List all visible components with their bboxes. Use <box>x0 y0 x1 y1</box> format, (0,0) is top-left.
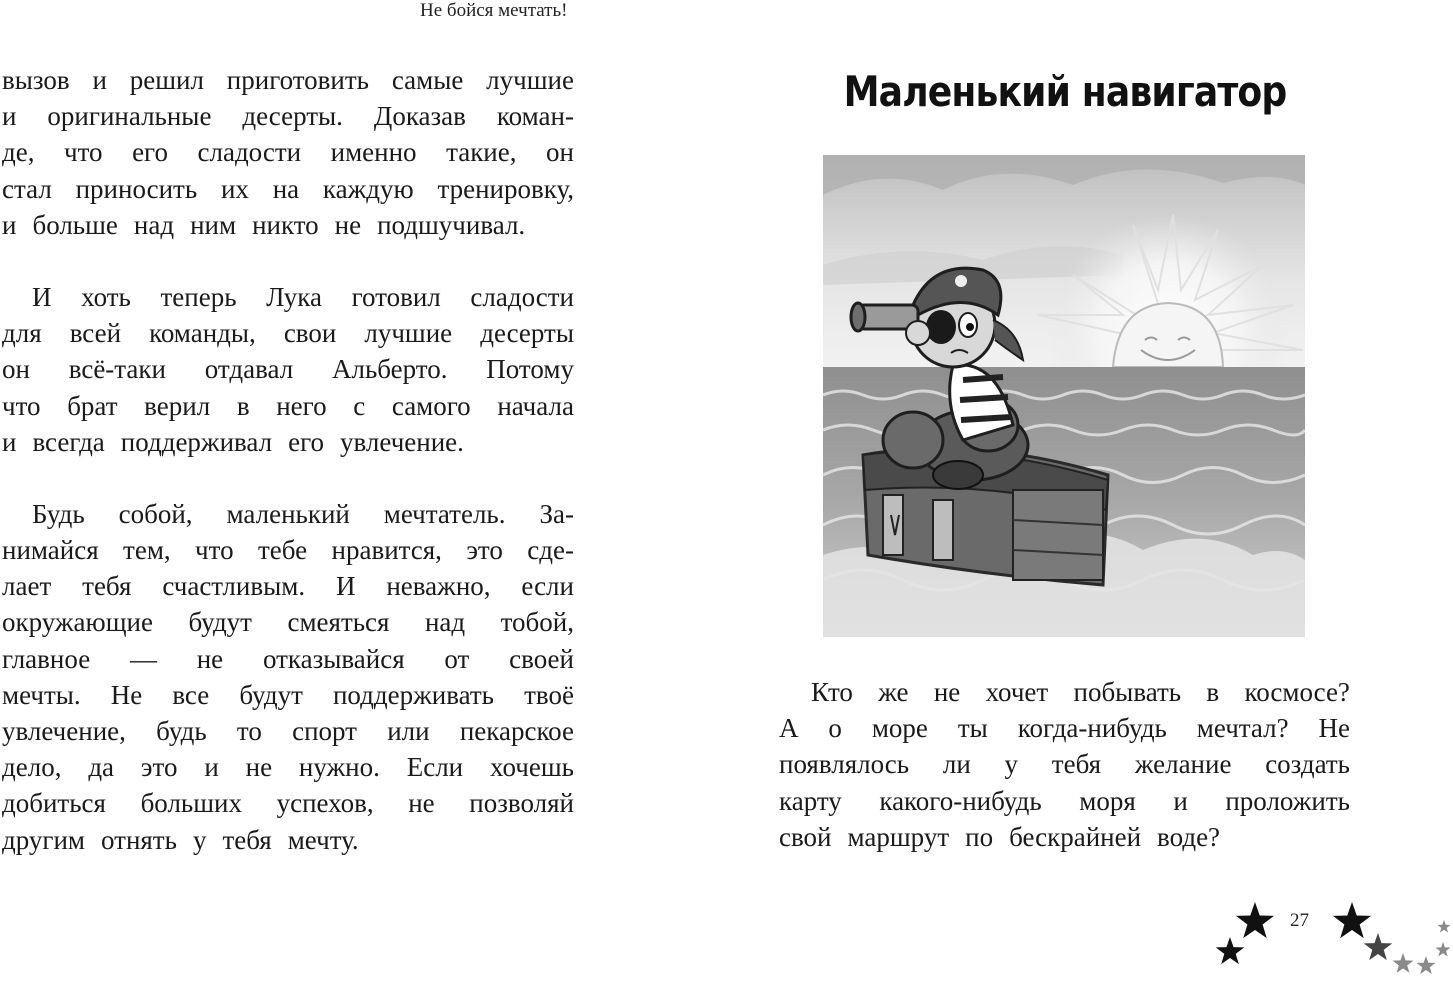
word: от <box>444 643 470 674</box>
star-icon <box>1435 942 1450 956</box>
page-number: 27 <box>1290 910 1309 931</box>
word: сладости <box>197 137 302 168</box>
word: больше <box>32 209 118 240</box>
word: над <box>133 209 175 240</box>
paragraph-1 <box>2 62 574 243</box>
running-header: Не бойся мечтать! <box>420 0 568 21</box>
word: сде- <box>527 535 574 566</box>
text-line <box>779 710 1350 746</box>
word: брат <box>67 390 118 421</box>
word: счастливым. <box>162 571 306 602</box>
word: над <box>424 607 466 638</box>
word: своей <box>509 643 574 674</box>
word: с <box>353 390 366 421</box>
star-icon <box>1416 956 1435 974</box>
text-line <box>2 279 574 315</box>
word: моря <box>1079 785 1136 816</box>
word: маленький <box>226 498 350 529</box>
chapter-title: Маленький навигатор <box>843 67 1287 116</box>
word: каждую <box>322 173 414 204</box>
word: готовил <box>351 281 441 312</box>
paragraph-2 <box>2 279 574 460</box>
word: него <box>276 390 327 421</box>
word: у <box>1004 749 1019 780</box>
word: и <box>92 65 107 95</box>
word: или <box>387 716 430 746</box>
word: пекарское <box>459 716 574 746</box>
word: лает <box>2 571 52 602</box>
word: тебя <box>82 571 132 602</box>
word: это <box>466 535 503 566</box>
word: нравится, <box>331 535 442 566</box>
word: тем, <box>123 535 171 566</box>
word: отдавал <box>204 354 294 385</box>
word: мечтатель. <box>383 498 506 529</box>
word: А <box>779 713 799 744</box>
word: больших <box>140 788 242 819</box>
word: подшучивал. <box>377 209 526 240</box>
word: какого-нибудь <box>879 785 1042 816</box>
word: на <box>272 173 300 204</box>
word: и <box>2 426 17 457</box>
word: не <box>334 209 362 240</box>
word: Альберто. <box>331 354 448 385</box>
word: тебя <box>222 824 272 855</box>
word: все <box>172 679 210 710</box>
word: космосе? <box>1244 677 1350 707</box>
word: о <box>828 713 842 744</box>
word: сладости <box>470 281 574 312</box>
word: будут <box>188 607 252 638</box>
word: для <box>2 318 42 349</box>
word: хочешь <box>490 752 574 783</box>
text-line <box>2 568 574 604</box>
star-ornament <box>1200 890 1453 976</box>
text-line <box>2 604 574 640</box>
word: побывать <box>1073 677 1182 707</box>
star-icon <box>1236 902 1274 938</box>
word: если <box>521 571 574 602</box>
star-icon <box>1364 933 1393 960</box>
word: в <box>236 390 250 421</box>
word: Доказав <box>373 101 466 132</box>
text-line <box>779 819 1350 855</box>
word: же <box>878 677 909 707</box>
word: неважно, <box>386 571 491 602</box>
word: не <box>245 752 273 783</box>
text-line <box>2 677 574 713</box>
word: никто <box>252 209 319 240</box>
left-page-text <box>2 62 574 894</box>
word: он <box>546 137 574 168</box>
word: у <box>192 824 207 855</box>
word: хоть <box>81 281 131 312</box>
word: поддерживал <box>120 426 273 457</box>
word: приносить <box>75 173 198 204</box>
star-icon <box>1333 902 1371 938</box>
word: Не <box>110 679 143 710</box>
word: именно <box>330 137 417 168</box>
word: поддерживать <box>332 679 494 710</box>
word: будут <box>239 679 303 710</box>
word: оригинальные <box>47 101 212 132</box>
word: не <box>196 643 224 674</box>
word: решил <box>129 65 204 95</box>
word: Будь <box>32 498 85 529</box>
word: то <box>236 716 262 746</box>
word: мечты. <box>2 679 81 710</box>
word: всё-таки <box>68 354 166 385</box>
word: И <box>335 571 356 602</box>
word: Потому <box>486 354 574 385</box>
word: всей <box>69 318 122 349</box>
word: де, <box>2 137 35 168</box>
word: самого <box>391 390 471 421</box>
star-icon <box>1216 937 1245 964</box>
word: тренировку, <box>437 173 574 204</box>
word: отнять <box>101 824 177 855</box>
word: лучшие <box>364 318 453 349</box>
word: что <box>2 390 41 421</box>
word: И <box>32 281 52 312</box>
word: команды, <box>149 318 256 349</box>
word: десерты. <box>242 101 343 132</box>
word: он <box>2 354 30 385</box>
word: мечтал? <box>1196 713 1289 744</box>
word: окружающие <box>2 607 153 638</box>
word: и <box>1173 785 1188 816</box>
text-line <box>2 496 574 532</box>
word: тобой, <box>500 607 574 638</box>
word: Лука <box>266 281 322 312</box>
word: хочет <box>985 677 1049 707</box>
word: маршрут <box>847 821 950 852</box>
word: стал <box>2 173 52 204</box>
word: увлечение, <box>2 716 126 746</box>
text-line <box>2 207 574 243</box>
word: другим <box>2 824 85 855</box>
text-line <box>2 641 574 677</box>
word: добиться <box>2 788 106 819</box>
star-icon <box>1437 920 1450 933</box>
word: коман- <box>496 101 574 132</box>
text-line <box>2 822 574 858</box>
word: не <box>408 788 435 819</box>
word: воде? <box>1157 821 1221 852</box>
word: дело, <box>2 752 62 783</box>
word: вызов <box>2 65 70 95</box>
text-line <box>779 746 1350 782</box>
chapter-illustration <box>823 155 1305 637</box>
pirate-at-sea-illustration <box>823 155 1305 637</box>
word: появлялось <box>779 749 910 780</box>
word: всегда <box>32 426 105 457</box>
paragraph-3 <box>2 496 574 858</box>
word: что <box>195 535 234 566</box>
text-line <box>2 351 574 387</box>
right-page-text <box>779 674 1350 855</box>
word: За- <box>539 498 574 529</box>
word: начала <box>497 390 574 421</box>
word: тебя <box>1051 749 1102 780</box>
word: Если <box>406 752 464 783</box>
word: не <box>933 677 961 707</box>
text-line <box>779 674 1350 710</box>
word: что <box>64 137 103 168</box>
word: будь <box>156 716 207 746</box>
word: по <box>965 821 994 852</box>
word: ли <box>942 749 971 780</box>
word: самые <box>391 65 464 95</box>
word: десерты <box>480 318 574 349</box>
text-line <box>2 171 574 207</box>
word: его <box>132 137 168 168</box>
word: свой <box>779 821 832 852</box>
word: твоё <box>524 679 574 710</box>
word: создать <box>1265 749 1350 780</box>
word: главное <box>2 643 91 674</box>
text-line <box>2 134 574 170</box>
word: и <box>204 752 219 783</box>
stars-icon <box>1200 890 1453 976</box>
text-line <box>2 424 574 460</box>
word: отказывайся <box>262 643 405 674</box>
word: его <box>288 426 325 457</box>
text-line <box>2 713 574 749</box>
text-line <box>2 98 574 134</box>
word: нужно. <box>298 752 380 783</box>
word: лучшие <box>486 65 574 95</box>
word: ты <box>957 713 988 744</box>
word: да <box>88 752 115 783</box>
text-line <box>2 785 574 821</box>
word: желание <box>1134 749 1232 780</box>
text-line <box>2 532 574 568</box>
word: — <box>129 643 157 674</box>
word: успехов, <box>276 788 374 819</box>
text-line <box>2 749 574 785</box>
word: смеяться <box>287 607 390 638</box>
word: собой, <box>118 498 193 529</box>
star-icon <box>1393 953 1414 973</box>
word: теперь <box>160 281 237 312</box>
word: тебе <box>257 535 308 566</box>
text-line <box>2 62 574 98</box>
word: проложить <box>1225 785 1350 816</box>
text-line <box>2 315 574 351</box>
word: свои <box>283 318 337 349</box>
word: верил <box>144 390 211 421</box>
word: море <box>871 713 928 744</box>
word: в <box>1206 677 1220 707</box>
word: это <box>140 752 178 783</box>
word: бескрайней <box>1009 821 1142 852</box>
word: Кто <box>811 677 853 707</box>
word: и <box>2 209 17 240</box>
word: позволяй <box>469 788 574 819</box>
word: и <box>2 101 17 132</box>
word: приготовить <box>226 65 369 95</box>
word: нимайся <box>2 535 99 566</box>
text-line <box>779 783 1350 819</box>
word: ним <box>190 209 237 240</box>
word: когда-нибудь <box>1017 713 1167 744</box>
word: карту <box>779 785 842 816</box>
word: мечту. <box>287 824 359 855</box>
word: спорт <box>292 716 357 746</box>
word: Не <box>1318 713 1350 744</box>
word: их <box>220 173 249 204</box>
text-line <box>2 388 574 424</box>
word: такие, <box>446 137 517 168</box>
word: увлечение. <box>340 426 464 457</box>
